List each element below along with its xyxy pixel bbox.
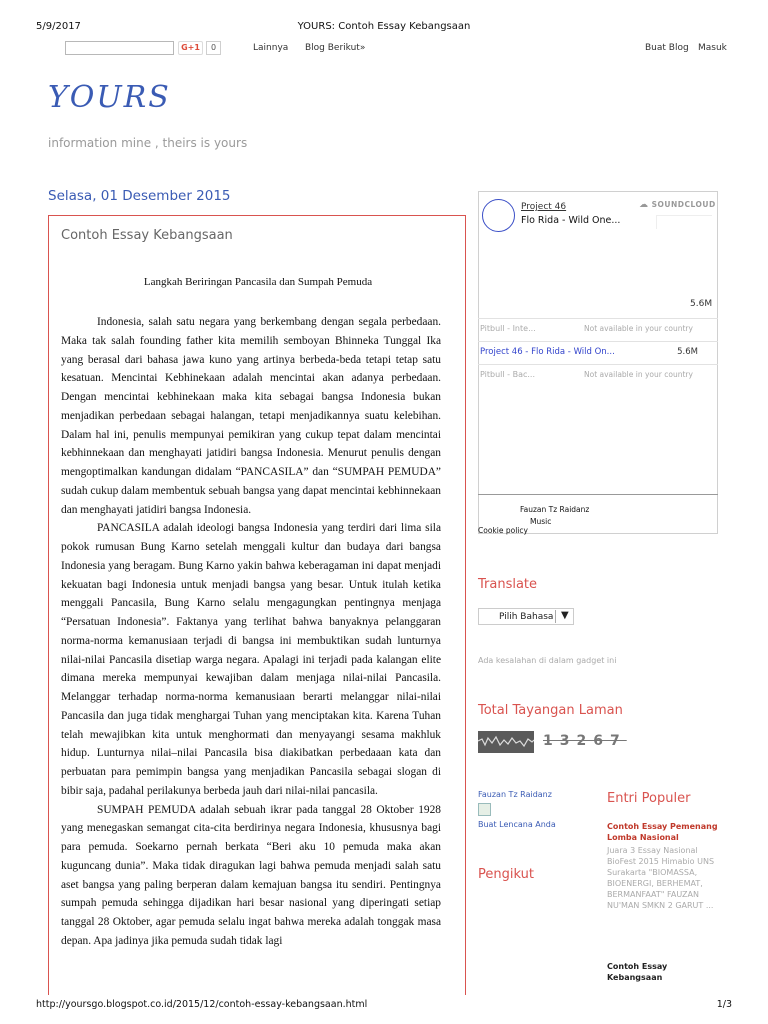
followers-heading: Pengikut (478, 867, 534, 882)
playlist-row-title: Project 46 - Flo Rida - Wild On... (480, 347, 615, 357)
playlist-row-note: Not available in your country (584, 370, 693, 379)
soundcloud-track-title[interactable]: Flo Rida - Wild One... (521, 215, 621, 226)
post-paragraph: PANCASILA adalah ideologi bangsa Indonesia yang terdiri dari lima sila pokok rumusan Bung Karno setelah menggali kultur dan budaya dari bangsa Indonesia yang beragam. Bung Karno yakin bahwa keberagaman ini dapat menjadi kekuatan bagi Indonesia untuk menjadi bangsa yang besar. Untuk itulah ketika menggali Pancasila, Bung Karno selalu mengagungkan pentingnya menjaga “Persatuan Indonesia”. Faktanya yang terlihat bahwa banyaknya pelanggaran norma-norma kemanusiaan terjadi di bangsa ini membuktikan sudah lunturnya nilai-nilai Pancasila disetiap warga negara. Apalagi ini terjadi pada kalangan elite dimana mereka mempunyai kewajiban dalam menjaga nilai-nilai Pancasila. Melanggar terhadap norma-norma kemanusiaan berarti melanggar nilai-nilai Pancasila dan juga tidak menghargai Tuhan yang menciptakan kita. Karena Tuhan telah mewajibkan kita untuk menghormati dan menyayangi sesama makhluk hidup. Lunturnya nilai–nilai Pancasila bisa diakibatkan perbedaaan kata dan perbuatan para pemimpin bangsa yang menjadikan Pancasila sebagai slogan di bibir saja, padahal perilakunya berbeda jauh dari nilai-nilai pancasila. (61, 522, 441, 797)
print-page-number: 1/3 (716, 999, 732, 1010)
select-divider (555, 610, 556, 623)
post-paragraph: SUMPAH PEMUDA adalah sebuah ikrar pada tanggal 28 Oktober 1928 yang menegaskan semangat cita-cita berdirinya negara Indonesia, khususnya bagi para pemuda. Soekarno pernah berkata “Beri aku 10 pemuda maka akan kuguncang dunia”. Maka tidak diragukan lagi bahwa pemuda menjadi salah satu aset bangsa yang paling berperan dalam kemajuan bangsa itu sendiri. Pentingnya sumpah pemuda sehingga dijadikan hari besar nasional yang diperingati setiap tanggal 28 Oktober, agar pemuda selalu ingat bahwa mereka adalah tonggak masa depan. Apa jadinya jika pemuda sudah tidak lagi (61, 803, 441, 947)
translate-heading: Translate (478, 577, 538, 592)
soundcloud-logo-text: SOUNDCLOUD (651, 200, 716, 209)
navbar-create-blog-link[interactable]: Buat Blog (645, 43, 689, 53)
pageviews-heading: Total Tayangan Laman (478, 703, 623, 718)
playlist-row-title: Pitbull - Inte... (480, 324, 536, 333)
gadget-error-text: Ada kesalahan di dalam gadget ini (478, 656, 617, 665)
blog-description: information mine , theirs is yours (48, 136, 248, 150)
chevron-down-icon: ▼ (561, 610, 569, 621)
soundcloud-play-button[interactable] (482, 199, 515, 232)
post-paragraph: Indonesia, salah satu negara yang berkembang dengan segala perbedaan. Maka tak salah founding father kita memilih semboyan Bhinneka Tunggal Ika yang berasal dari bahasa jawa kuno yang artinya berbeda-beda tetapi tetap satu kesatuan. Mencintai Kebhinekaan adalah mencintai akan adanya perbedaan. Dengan mencintai kebhinekaan maka kita sebagai bangsa Indonesia bukan menjadikan perbedaan sebagai halangan, tetapi menjadikannya suatu kelebihan. Dalam hal ini, penulis mempunyai pemikiran yang cukup tepat dalam mencintai kebhinnekaan dan menghayati jatidiri bangsa Indonesia. Menurut penulis dengan mengoptimalkan kandungan didalam “PANCASILA” dan “SUMPAH PEMUDA” sudah cukup dalam membentuk sebuah bangsa yang dapat mencintai kebhinnekaan dan menghayati jatidiri bangsa Indonesia. (61, 316, 441, 516)
badge-image[interactable] (478, 803, 491, 816)
post-body (61, 313, 441, 951)
popular-post-link[interactable]: Contoh Essay Kebangsaan (607, 962, 668, 982)
create-badge-link[interactable]: Buat Lencana Anda (478, 820, 556, 829)
pageviews-sparkline (478, 731, 534, 753)
soundcloud-waveform[interactable] (656, 215, 712, 229)
blog-title[interactable]: YOURS (48, 80, 171, 115)
navbar-sign-in-link[interactable]: Masuk (698, 43, 727, 53)
navbar-more-link[interactable]: Lainnya (253, 43, 289, 53)
soundcloud-footer-divider (478, 494, 718, 495)
soundcloud-user-link[interactable]: Project 46 (521, 202, 567, 212)
soundcloud-logo[interactable] (639, 200, 716, 210)
print-url: http://yoursgo.blogspot.co.id/2015/12/contoh-essay-kebangsaan.html (36, 999, 368, 1010)
badge-user-link[interactable]: Fauzan Tz Raidanz (478, 790, 552, 799)
post-date-header: Selasa, 01 Desember 2015 (48, 188, 231, 204)
popular-post-snippet: Juara 3 Essay Nasional BioFest 2015 Himabio UNS Surakarta "BIOMASSA, BIOENERGI, BERHEMAT, BERMANFAAT" FAUZAN NU'MAN SMKN 2 GARUT ... (607, 846, 715, 910)
soundcloud-cookie-policy-link[interactable]: Cookie policy (478, 526, 528, 535)
post-subtitle: Langkah Beriringan Pancasila dan Sumpah Pemuda (143, 276, 373, 288)
soundcloud-playlist-row-active[interactable] (478, 341, 718, 364)
google-plus-count: 0 (206, 41, 221, 55)
navbar-search-input[interactable] (65, 41, 174, 55)
print-title: YOURS: Contoh Essay Kebangsaan (297, 21, 471, 32)
post-title[interactable]: Contoh Essay Kebangsaan (61, 228, 233, 243)
google-plus-button[interactable]: G+1 (178, 41, 203, 55)
soundcloud-footer-music[interactable]: Music (530, 517, 552, 526)
language-select[interactable] (478, 608, 574, 625)
language-select-label: Pilih Bahasa (499, 612, 554, 622)
cloud-icon: ☁ (639, 200, 649, 210)
soundcloud-track-size: 5.6M (690, 299, 713, 309)
popular-post-link[interactable]: Contoh Essay Pemenang Lomba Nasional (607, 822, 718, 842)
sparkline-graph (478, 731, 534, 753)
playlist-row-title: Pitbull - Bac... (480, 370, 535, 379)
print-date: 5/9/2017 (36, 21, 81, 32)
navbar-next-blog-link[interactable]: Blog Berikut» (305, 43, 366, 53)
pageviews-counter: 13267 (543, 733, 627, 749)
soundcloud-playlist-row[interactable] (478, 364, 718, 387)
soundcloud-playlist-row[interactable] (478, 318, 718, 341)
soundcloud-footer-user[interactable]: Fauzan Tz Raidanz (520, 505, 590, 514)
playlist-row-note: Not available in your country (584, 324, 693, 333)
post-container (48, 215, 466, 995)
popular-posts-heading: Entri Populer (607, 791, 691, 806)
playlist-row-size: 5.6M (677, 347, 698, 357)
